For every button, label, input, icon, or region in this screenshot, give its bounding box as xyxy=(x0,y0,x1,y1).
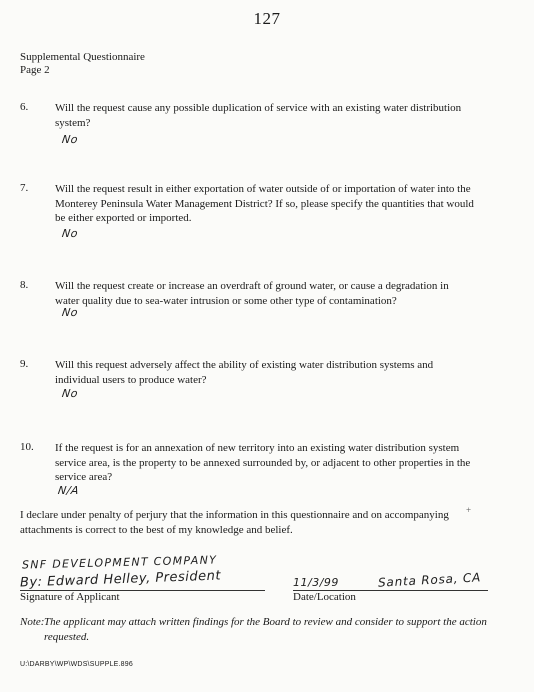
questionnaire-title: Supplemental Questionnaire xyxy=(20,51,145,63)
question-text: Will the request result in either exportation of water outside of or importation of water into the Monterey Peninsula Water Management District? If so, please specify the quantities that would be either exported or imported. xyxy=(55,183,474,224)
question-number: 8. xyxy=(20,279,29,291)
date-caption: Date/Location xyxy=(293,591,356,603)
question-number: 9. xyxy=(20,358,29,370)
signature-company: SNF DEVELOPMENT COMPANY xyxy=(21,553,218,572)
page-number: 127 xyxy=(253,9,281,28)
signature-caption: Signature of Applicant xyxy=(20,591,120,603)
note-block xyxy=(20,615,500,647)
question-text: Will the request cause any possible duplication of service with an existing water distribution system? xyxy=(55,102,462,129)
handwritten-answer: No xyxy=(61,227,79,240)
handwritten-answer: No xyxy=(61,306,79,319)
signature-date: 11/3/99 xyxy=(293,576,339,589)
declaration-text: I declare under penalty of perjury that the information in this questionnaire and on accompanying attachments is correct to the best of my knowledge and belief. xyxy=(20,509,449,536)
file-path-footer: U:\DARBY\WP\WDS\SUPPLE.896 xyxy=(20,661,133,668)
note-text: The applicant may attach written findings for the Board to review and consider to support the action requested. xyxy=(44,616,487,643)
question-number: 7. xyxy=(20,182,29,194)
handwritten-answer: N/A xyxy=(57,484,80,497)
signature-location: Santa Rosa, CA xyxy=(377,570,482,590)
question-number: 10. xyxy=(20,441,34,453)
question-number: 6. xyxy=(20,101,29,113)
signature-by-line: By: Edward Helley, President xyxy=(19,568,222,591)
note-label: Note: xyxy=(20,616,45,628)
question-text: Will this request adversely affect the ability of existing water distribution systems and individual users to produce water? xyxy=(55,359,434,386)
page-label: Page 2 xyxy=(20,64,50,76)
handwritten-answer: No xyxy=(61,133,79,146)
question-text: If the request is for an annexation of new territory into an existing water distribution system service area, is the property to be annexed surrounded by, or adjacent to other properties in the service area? xyxy=(55,442,471,483)
question-text: Will the request create or increase an overdraft of ground water, or cause a degradation in water quality due to sea-water intrusion or some other type of contamination? xyxy=(55,280,449,307)
handwritten-answer: No xyxy=(61,387,79,400)
margin-mark: + xyxy=(466,505,472,515)
